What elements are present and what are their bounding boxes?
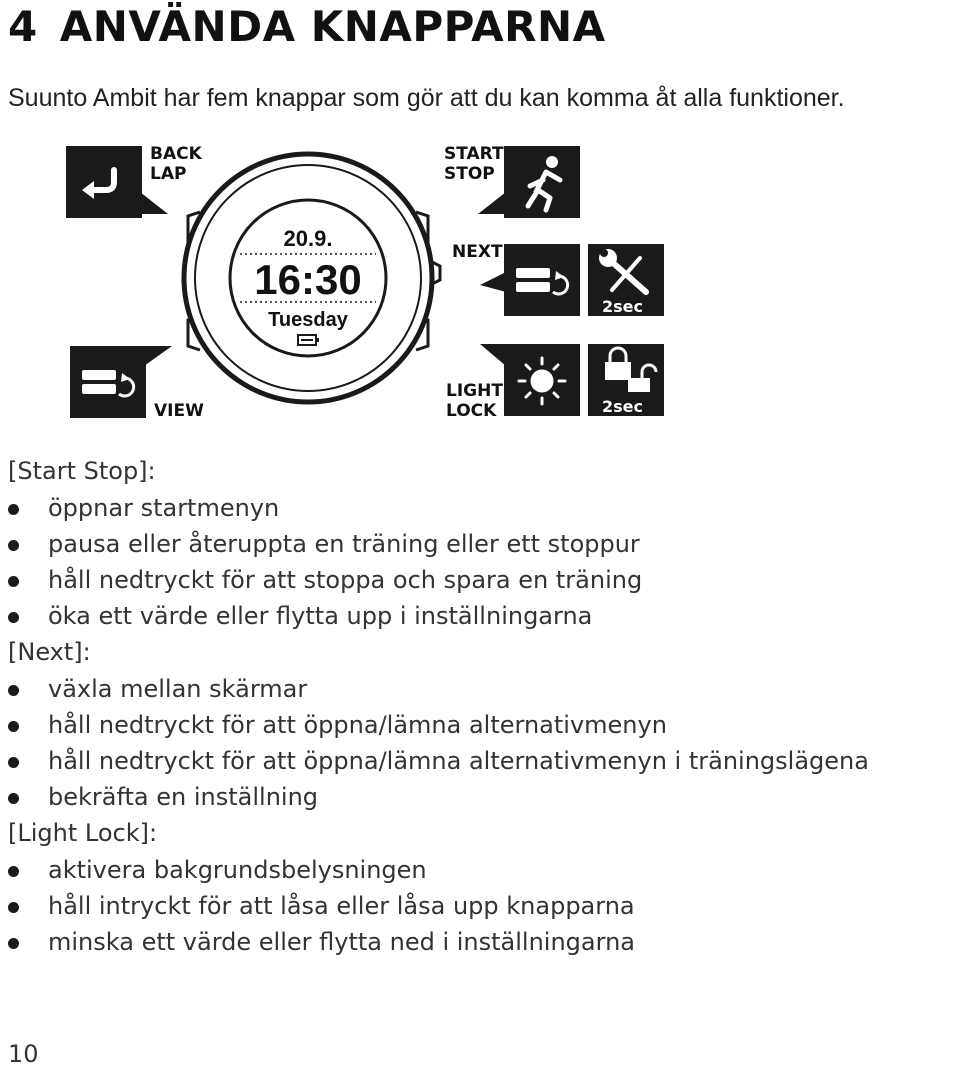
back-lap-callout: [66, 144, 203, 218]
next-label: NEXT: [452, 242, 503, 262]
list-item: minska ett värde eller flytta ned i inställningarna: [8, 924, 948, 960]
watch-day: Tuesday: [268, 309, 348, 331]
view-label: VIEW: [154, 401, 204, 421]
light-label: LIGHT: [446, 381, 503, 401]
chapter-title: ANVÄNDA KNAPPARNA: [59, 2, 606, 51]
list-item: växla mellan skärmar: [8, 671, 948, 707]
chapter-number: 4: [8, 2, 38, 51]
section-start-stop: [8, 453, 948, 634]
bullet-list: [8, 490, 948, 634]
battery-icon: [298, 335, 319, 345]
list-item: aktivera bakgrundsbelysningen: [8, 852, 948, 888]
next-callout: [452, 242, 580, 316]
section-title: [Start Stop]:: [8, 457, 156, 485]
hold-time-lock: 2sec: [602, 397, 643, 416]
list-item: håll nedtryckt för att öppna/lämna alternativmenyn i träningslägena: [8, 743, 948, 779]
section-next: [8, 634, 948, 815]
stop-label: STOP: [444, 164, 495, 184]
list-item: håll intryckt för att låsa eller låsa upp knapparna: [8, 888, 948, 924]
section-title: [Light Lock]:: [8, 819, 158, 847]
list-item: öppnar startmenyn: [8, 490, 948, 526]
section-light-lock: [8, 815, 948, 960]
list-item: öka ett värde eller flytta upp i inställningarna: [8, 598, 948, 634]
list-item: håll nedtryckt för att öppna/lämna alternativmenyn: [8, 707, 948, 743]
lock-tile: [588, 344, 664, 416]
bullet-list: [8, 671, 948, 815]
lap-label: LAP: [150, 164, 187, 184]
list-item: bekräfta en inställning: [8, 779, 948, 815]
watch-time: 16:30: [254, 256, 362, 303]
light-lock-callout: [446, 344, 580, 421]
back-label: BACK: [150, 144, 202, 164]
start-stop-callout: [444, 144, 580, 218]
intro-text: Suunto Ambit har fem knappar som gör att du kan komma åt alla funktioner.: [8, 84, 845, 112]
chapter-heading: [8, 2, 606, 51]
watch-buttons-diagram: [60, 140, 680, 425]
section-title: [Next]:: [8, 638, 91, 666]
settings-tile: [588, 244, 664, 316]
lock-label: LOCK: [446, 401, 497, 421]
sun-icon: [519, 358, 565, 404]
page-number: 10: [8, 1040, 39, 1068]
start-label: START: [444, 144, 504, 164]
bullet-list: [8, 852, 948, 960]
button-functions: [8, 453, 948, 960]
watch-date: 20.9.: [283, 226, 333, 251]
list-item: pausa eller återuppta en träning eller ett stoppur: [8, 526, 948, 562]
watch: [184, 154, 440, 402]
hold-time-settings: 2sec: [602, 297, 643, 316]
list-item: håll nedtryckt för att stoppa och spara en träning: [8, 562, 948, 598]
view-callout: [70, 346, 204, 421]
